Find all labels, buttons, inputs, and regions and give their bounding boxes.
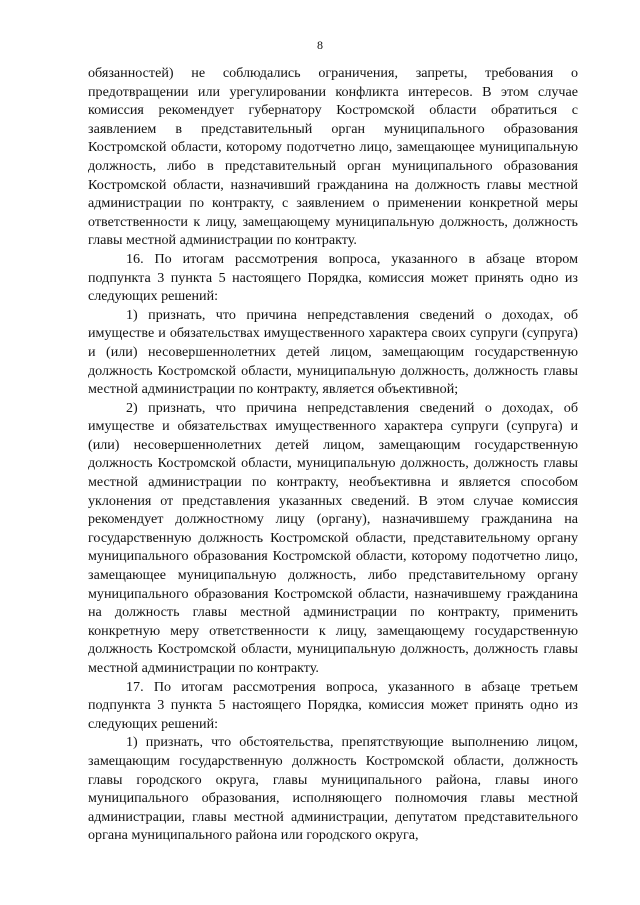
document-body [88, 64, 578, 845]
paragraph-17: 17. По итогам рассмотрения вопроса, указанного в абзаце третьем подпункта 3 пункта 5 настоящего Порядка, комиссия может принять одно из следующих решений: [88, 678, 578, 732]
paragraph-16-item-1: 1) признать, что причина непредставления сведений о доходах, об имуществе и обязательствах имущественного характера своих супруги (супруга) и (или) несовершеннолетних детей лицом, замещающим государственную должность Костромской области, муниципальную должность, должность главы местной администрации по контракту, является объективной; [88, 306, 578, 398]
paragraph-continuation: обязанностей) не соблюдались ограничения, запреты, требования о предотвращении или урегулировании конфликта интересов. В этом случае комиссия рекомендует губернатору Костромской области обратиться с заявлением в представительный орган муниципального образования Костромской области, которому подотчетно лицо, замещающее муниципальную должность, либо в представительный орган муниципального образования Костромской области, назначивший гражданина на должность главы местной администрации по контракту, с заявлением о применении конкретной меры ответственности к лицу, замещающему муниципальную должность, должность главы местной администрации по контракту. [88, 65, 578, 249]
paragraph-16: 16. По итогам рассмотрения вопроса, указанного в абзаце втором подпункта 3 пункта 5 настоящего Порядка, комиссия может принять одно из следующих решений: [88, 250, 578, 305]
paragraph-16-item-2: 2) признать, что причина непредставления сведений о доходах, об имуществе и обязательствах имущественного характера супруги (супруга) и (или) несовершеннолетних детей лицом, замещающим государственную должность Костромской области, муниципальную должность, должность главы местной администрации по контракту, необъективна и является способом уклонения от представления указанных сведений. В этом случае комиссия рекомендует должностному лицу (органу), назначившему гражданина на государственную должность Костромской области, представительному органу муниципального образования Костромской области, которому подотчетно лицо, замещающее муниципальную должность, либо представительному органу муниципального образования Костромской области, назначившему гражданина на должность главы местной администрации по контракту, применить конкретную меру ответственности к лицу, замещающему государственную должность Костромской области, муниципальную должность, должность главы местной администрации по контракту. [88, 399, 578, 676]
paragraph-17-item-1: 1) признать, что обстоятельства, препятствующие выполнению лицом, замещающим государственную должность Костромской области, должность главы городского округа, главы муниципального района, главы иного муниципального образования, исполняющего полномочия главы местной администрации, главы местной администрации, депутатом представительного органа муниципального района или городского округа, [88, 734, 578, 844]
page-number: 8 [317, 38, 323, 52]
